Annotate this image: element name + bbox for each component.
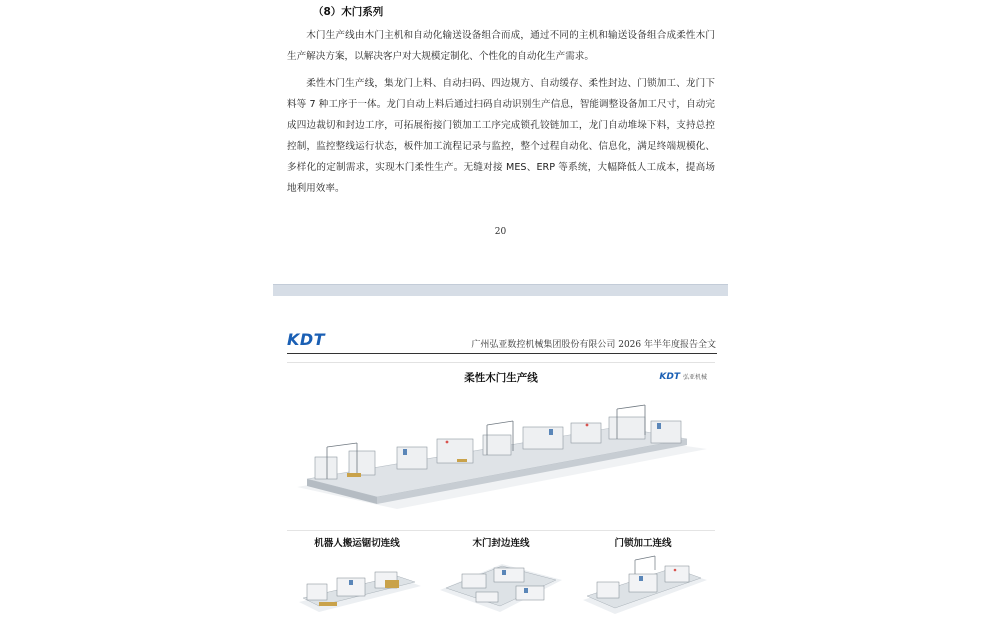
figure-logo-text: KDT — [659, 372, 680, 382]
sub-title-robot-saw-line: 机器人搬运锯切连线 — [314, 538, 400, 549]
report-header-title: 广州弘亚数控机械集团股份有限公司 2026 年半年度报告全文 — [471, 340, 716, 350]
page-number: 20 — [494, 227, 507, 237]
sub-renders-row — [287, 550, 715, 626]
section-heading: （8）木门系列 — [313, 6, 384, 18]
company-logo: KDT — [287, 330, 326, 349]
figure-logo-subtext: 弘亚机械 — [682, 374, 707, 381]
product-figure — [287, 362, 715, 626]
robot-saw-line-render — [289, 550, 427, 620]
figure-title: 柔性木门生产线 — [464, 372, 538, 384]
lock-processing-line-render — [575, 550, 713, 620]
edge-banding-line-render — [432, 550, 570, 620]
figure-logo — [659, 372, 707, 382]
sub-title-edge-banding-line: 木门封边连线 — [472, 538, 530, 549]
production-line-render — [287, 387, 715, 527]
paragraph-details: 柔性木门生产线，集龙门上料、自动扫码、四边规方、自动缓存、柔性封边、门锁加工、龙门下料等 7 种工序于一体。龙门自动上料后通过扫码自动识别生产信息，智能调整设备加工尺寸，自动完成四边裁切和封边工序，可拓展衔接门锁加工工序完成锁孔铰链加工，龙门自动堆垛下料，支持总控控制，监控整线运行状态，板件加工流程记录与监控，整个过程自动化、信息化，满足终端规模化、多样化的定制需求，实现木门柔性生产。无缝对接 MES、ERP 等系统，大幅降低人工成本，提高场地利用效率。 — [287, 78, 715, 194]
document-page-upper — [273, 0, 728, 284]
sub-titles-row — [287, 530, 715, 549]
header-divider — [287, 353, 717, 354]
document-page-lower — [273, 296, 728, 625]
paragraph-intro: 木门生产线由木门主机和自动化输送设备组合而成，通过不同的主机和输送设备组合成柔性木门生产解决方案，以解决客户对大规模定制化、个性化的自动化生产需求。 — [287, 30, 715, 62]
sub-title-lock-processing-line: 门锁加工连线 — [614, 538, 672, 549]
